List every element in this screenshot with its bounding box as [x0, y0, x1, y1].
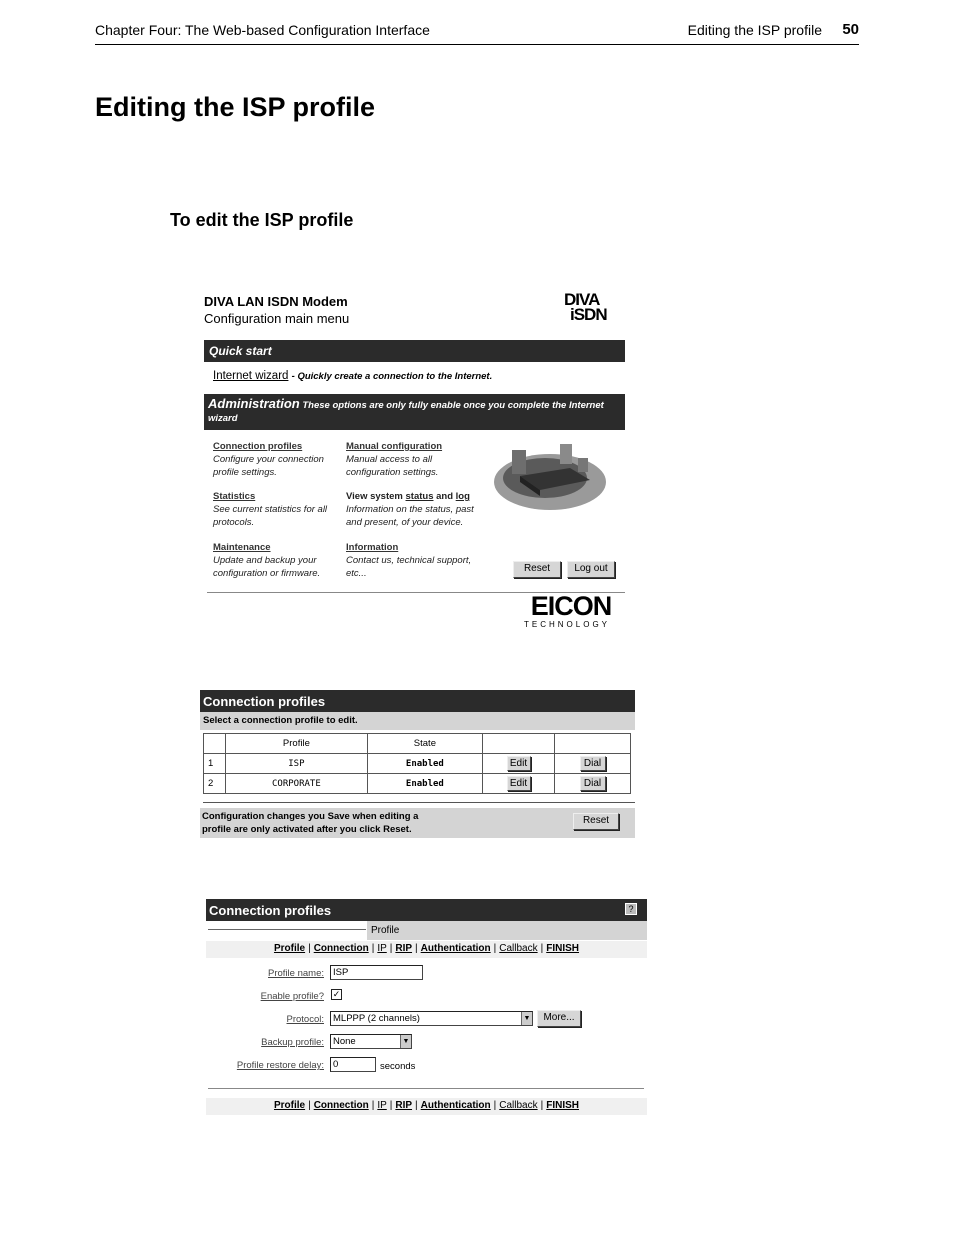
diva-logo: DIVA iSDN — [564, 290, 607, 324]
profile-name-cell: ISP — [226, 754, 368, 774]
menu-connection-profiles: Connection profiles Configure your connection profile settings. — [213, 440, 341, 479]
profile-state-cell: Enabled — [367, 754, 482, 774]
menu-maintenance: Maintenance Update and backup your configuration or firmware. — [213, 541, 341, 580]
main-menu-subtitle: Configuration main menu — [204, 311, 350, 326]
procedure-heading: To edit the ISP profile — [170, 210, 354, 230]
nav-profile[interactable]: Profile — [273, 1100, 306, 1111]
table-row: 2 CORPORATE Enabled Edit Dial — [204, 774, 631, 794]
backup-profile-label: Backup profile: — [261, 1037, 324, 1048]
profile-editor-title: Connection profiles — [206, 899, 647, 921]
nav-ip[interactable]: IP — [377, 943, 387, 954]
edit-button[interactable]: Edit — [507, 776, 531, 791]
information-link[interactable]: Information — [346, 542, 399, 553]
nav-profile[interactable]: Profile — [273, 943, 306, 954]
profiles-divider — [203, 802, 635, 803]
chevron-down-icon: ▼ — [400, 1035, 411, 1048]
connection-profiles-title: Connection profiles — [200, 690, 635, 712]
menu-statistics: Statistics See current statistics for all protocols. — [213, 490, 341, 529]
administration-note: These options are only fully enable once you complete the Internet wizard — [208, 400, 604, 424]
nav-finish[interactable]: FINISH — [546, 943, 580, 954]
enable-profile-label: Enable profile? — [260, 991, 324, 1002]
backup-profile-select[interactable]: None ▼ — [330, 1034, 412, 1049]
profile-state-cell: Enabled — [367, 774, 482, 794]
enable-profile-checkbox[interactable]: ✓ — [332, 989, 341, 999]
profile-nav-bottom: Profile | Connection | IP | RIP | Authentication | Callback | FINISH — [206, 1098, 647, 1115]
modem-illustration — [490, 440, 610, 512]
reset-button[interactable]: Reset — [513, 561, 561, 578]
menu-view-system: View system status and log Information on the status, past and present, of your device. — [346, 491, 474, 528]
column-header-profile: Profile — [226, 734, 368, 754]
log-link[interactable]: log — [455, 491, 470, 502]
logout-button[interactable]: Log out — [567, 561, 615, 578]
internet-wizard-row — [213, 370, 492, 382]
status-link[interactable]: status — [405, 491, 434, 502]
nav-rip[interactable]: RIP — [395, 1100, 413, 1111]
nav-authentication[interactable]: Authentication — [420, 943, 491, 954]
profiles-table — [203, 733, 631, 794]
activation-note: Configuration changes you Save when editing a profile are only activated after you click Reset. — [200, 808, 635, 838]
eicon-logo: EICON — [530, 591, 612, 621]
column-header-state: State — [367, 734, 482, 754]
nav-rip[interactable]: RIP — [395, 943, 413, 954]
protocol-label: Protocol: — [286, 1014, 324, 1025]
table-row: 1 ISP Enabled Edit Dial — [204, 754, 631, 774]
profile-name-label: Profile name: — [268, 968, 324, 979]
quick-start-bar: Quick start — [204, 340, 625, 362]
header-rule — [95, 44, 859, 45]
chevron-down-icon: ▼ — [521, 1012, 532, 1025]
maintenance-link[interactable]: Maintenance — [213, 542, 271, 553]
page-number: 50 — [842, 21, 859, 38]
nav-callback[interactable]: Callback — [499, 1100, 538, 1111]
menu-manual-configuration: Manual configuration Manual access to all configuration settings. — [346, 440, 474, 479]
internet-wizard-desc: - Quickly create a connection to the Internet. — [291, 371, 493, 382]
running-header-chapter: Chapter Four: The Web-based Configuration Interface — [95, 22, 430, 38]
nav-authentication[interactable]: Authentication — [420, 1100, 491, 1111]
main-menu-title: DIVA LAN ISDN Modem — [204, 294, 348, 309]
edit-button[interactable]: Edit — [507, 756, 531, 771]
profile-name-input[interactable]: ISP — [330, 965, 423, 980]
profile-name-cell: CORPORATE — [226, 774, 368, 794]
administration-heading: Administration — [208, 396, 300, 411]
select-profile-prompt: Select a connection profile to edit. — [200, 712, 635, 730]
restore-delay-label: Profile restore delay: — [236, 1060, 324, 1071]
page-title: Editing the ISP profile — [95, 92, 376, 122]
statistics-link[interactable]: Statistics — [213, 491, 256, 502]
nav-connection[interactable]: Connection — [313, 943, 369, 954]
restore-delay-unit: seconds — [380, 1061, 416, 1072]
protocol-select[interactable]: MLPPP (2 channels) ▼ — [330, 1011, 533, 1026]
help-icon[interactable]: ? — [625, 903, 637, 915]
eicon-tagline: TECHNOLOGY — [524, 620, 611, 629]
nav-finish[interactable]: FINISH — [546, 1100, 580, 1111]
profiles-reset-button[interactable]: Reset — [573, 813, 619, 830]
dial-button[interactable]: Dial — [580, 756, 606, 771]
administration-bar — [204, 394, 625, 430]
dial-button[interactable]: Dial — [580, 776, 606, 791]
menu-information: Information Contact us, technical support, etc... — [346, 541, 474, 580]
restore-delay-input[interactable]: 0 — [330, 1057, 376, 1072]
nav-ip[interactable]: IP — [377, 1100, 387, 1111]
tab-profile[interactable]: Profile — [367, 921, 647, 940]
profile-nav-top: Profile | Connection | IP | RIP | Authentication | Callback | FINISH — [206, 941, 647, 958]
nav-callback[interactable]: Callback — [499, 943, 538, 954]
nav-connection[interactable]: Connection — [313, 1100, 369, 1111]
editor-divider — [208, 1088, 644, 1089]
running-header-section: Editing the ISP profile — [687, 22, 822, 38]
internet-wizard-link[interactable]: Internet wizard — [213, 370, 289, 382]
tab-line — [208, 929, 366, 930]
manual-configuration-link[interactable]: Manual configuration — [346, 441, 443, 452]
more-button[interactable]: More... — [537, 1010, 581, 1027]
table-header-row — [204, 734, 631, 754]
connection-profiles-link[interactable]: Connection profiles — [213, 441, 303, 452]
